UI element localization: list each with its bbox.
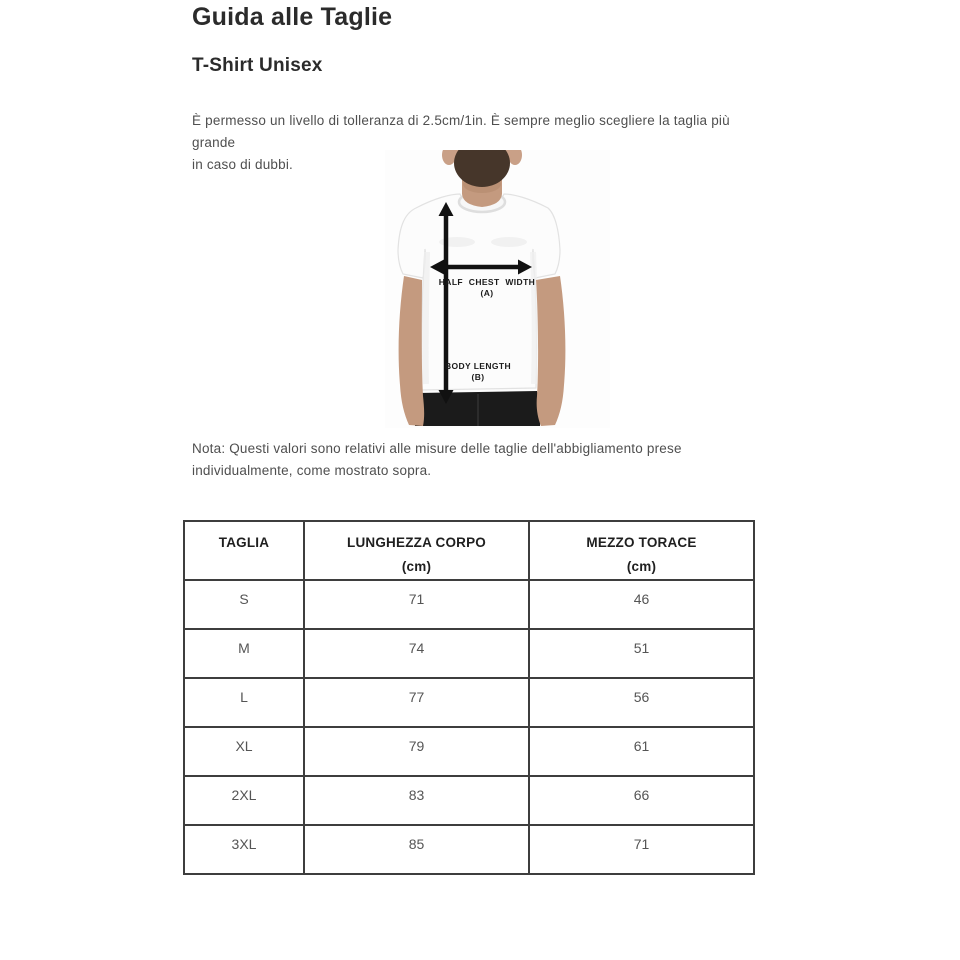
tshirt-model-illustration (385, 150, 610, 428)
size-table-body (184, 580, 754, 874)
table-row-3xl (184, 825, 754, 874)
size-cell: S (184, 580, 304, 629)
body-length-cell: 79 (304, 727, 529, 776)
size-cell: 2XL (184, 776, 304, 825)
half-chest-width-key: (A) (480, 288, 494, 298)
table-row-l (184, 678, 754, 727)
table-row-s (184, 580, 754, 629)
measurement-note (192, 438, 767, 482)
table-row-m (184, 629, 754, 678)
column-label: TAGLIA (218, 535, 270, 550)
column-header-taglia (184, 521, 304, 580)
body-length-cell: 74 (304, 629, 529, 678)
size-cell: M (184, 629, 304, 678)
column-label: LUNGHEZZA CORPO (347, 535, 486, 550)
note-line-1: Nota: Questi valori sono relativi alle misure delle taglie dell'abbigliamento prese (192, 441, 682, 456)
table-row-xl (184, 727, 754, 776)
arm-left (399, 276, 425, 426)
column-unit: (cm) (626, 559, 657, 574)
body-length-cell: 71 (304, 580, 529, 629)
half-chest-cell: 66 (529, 776, 754, 825)
product-subtitle: T-Shirt Unisex (192, 55, 323, 76)
shirt-fold-right (533, 252, 535, 384)
table-row-2xl (184, 776, 754, 825)
column-header-mezzo-torace (529, 521, 754, 580)
half-chest-cell: 46 (529, 580, 754, 629)
size-table (183, 520, 755, 875)
half-chest-cell: 51 (529, 629, 754, 678)
page-title: Guida alle Taglie (192, 3, 393, 31)
half-chest-cell: 61 (529, 727, 754, 776)
column-label: MEZZO TORACE (586, 535, 697, 550)
shirt-shade-chest-right (491, 237, 527, 247)
half-chest-cell: 71 (529, 825, 754, 874)
size-table-header (184, 521, 754, 580)
column-unit: (cm) (401, 559, 432, 574)
header-row (184, 521, 754, 580)
body-length-label: BODY LENGTH (444, 361, 512, 371)
size-cell: XL (184, 727, 304, 776)
note-line-2: individualmente, come mostrato sopra. (192, 463, 432, 478)
body-length-cell: 83 (304, 776, 529, 825)
tolerance-line-1: È permesso un livello di tolleranza di 2.5cm/1in. È sempre meglio scegliere la taglia più grande (192, 113, 730, 150)
body-length-cell: 85 (304, 825, 529, 874)
half-chest-cell: 56 (529, 678, 754, 727)
column-header-lunghezza-corpo (304, 521, 529, 580)
shirt-fold-left (426, 252, 427, 384)
tolerance-line-2: in caso di dubbi. (192, 157, 293, 172)
tshirt-measurement-figure (385, 150, 610, 428)
half-chest-width-label: HALF CHEST WIDTH (438, 277, 536, 287)
size-cell: L (184, 678, 304, 727)
body-length-cell: 77 (304, 678, 529, 727)
body-length-key: (B) (471, 372, 485, 382)
size-cell: 3XL (184, 825, 304, 874)
arm-right (536, 276, 565, 426)
